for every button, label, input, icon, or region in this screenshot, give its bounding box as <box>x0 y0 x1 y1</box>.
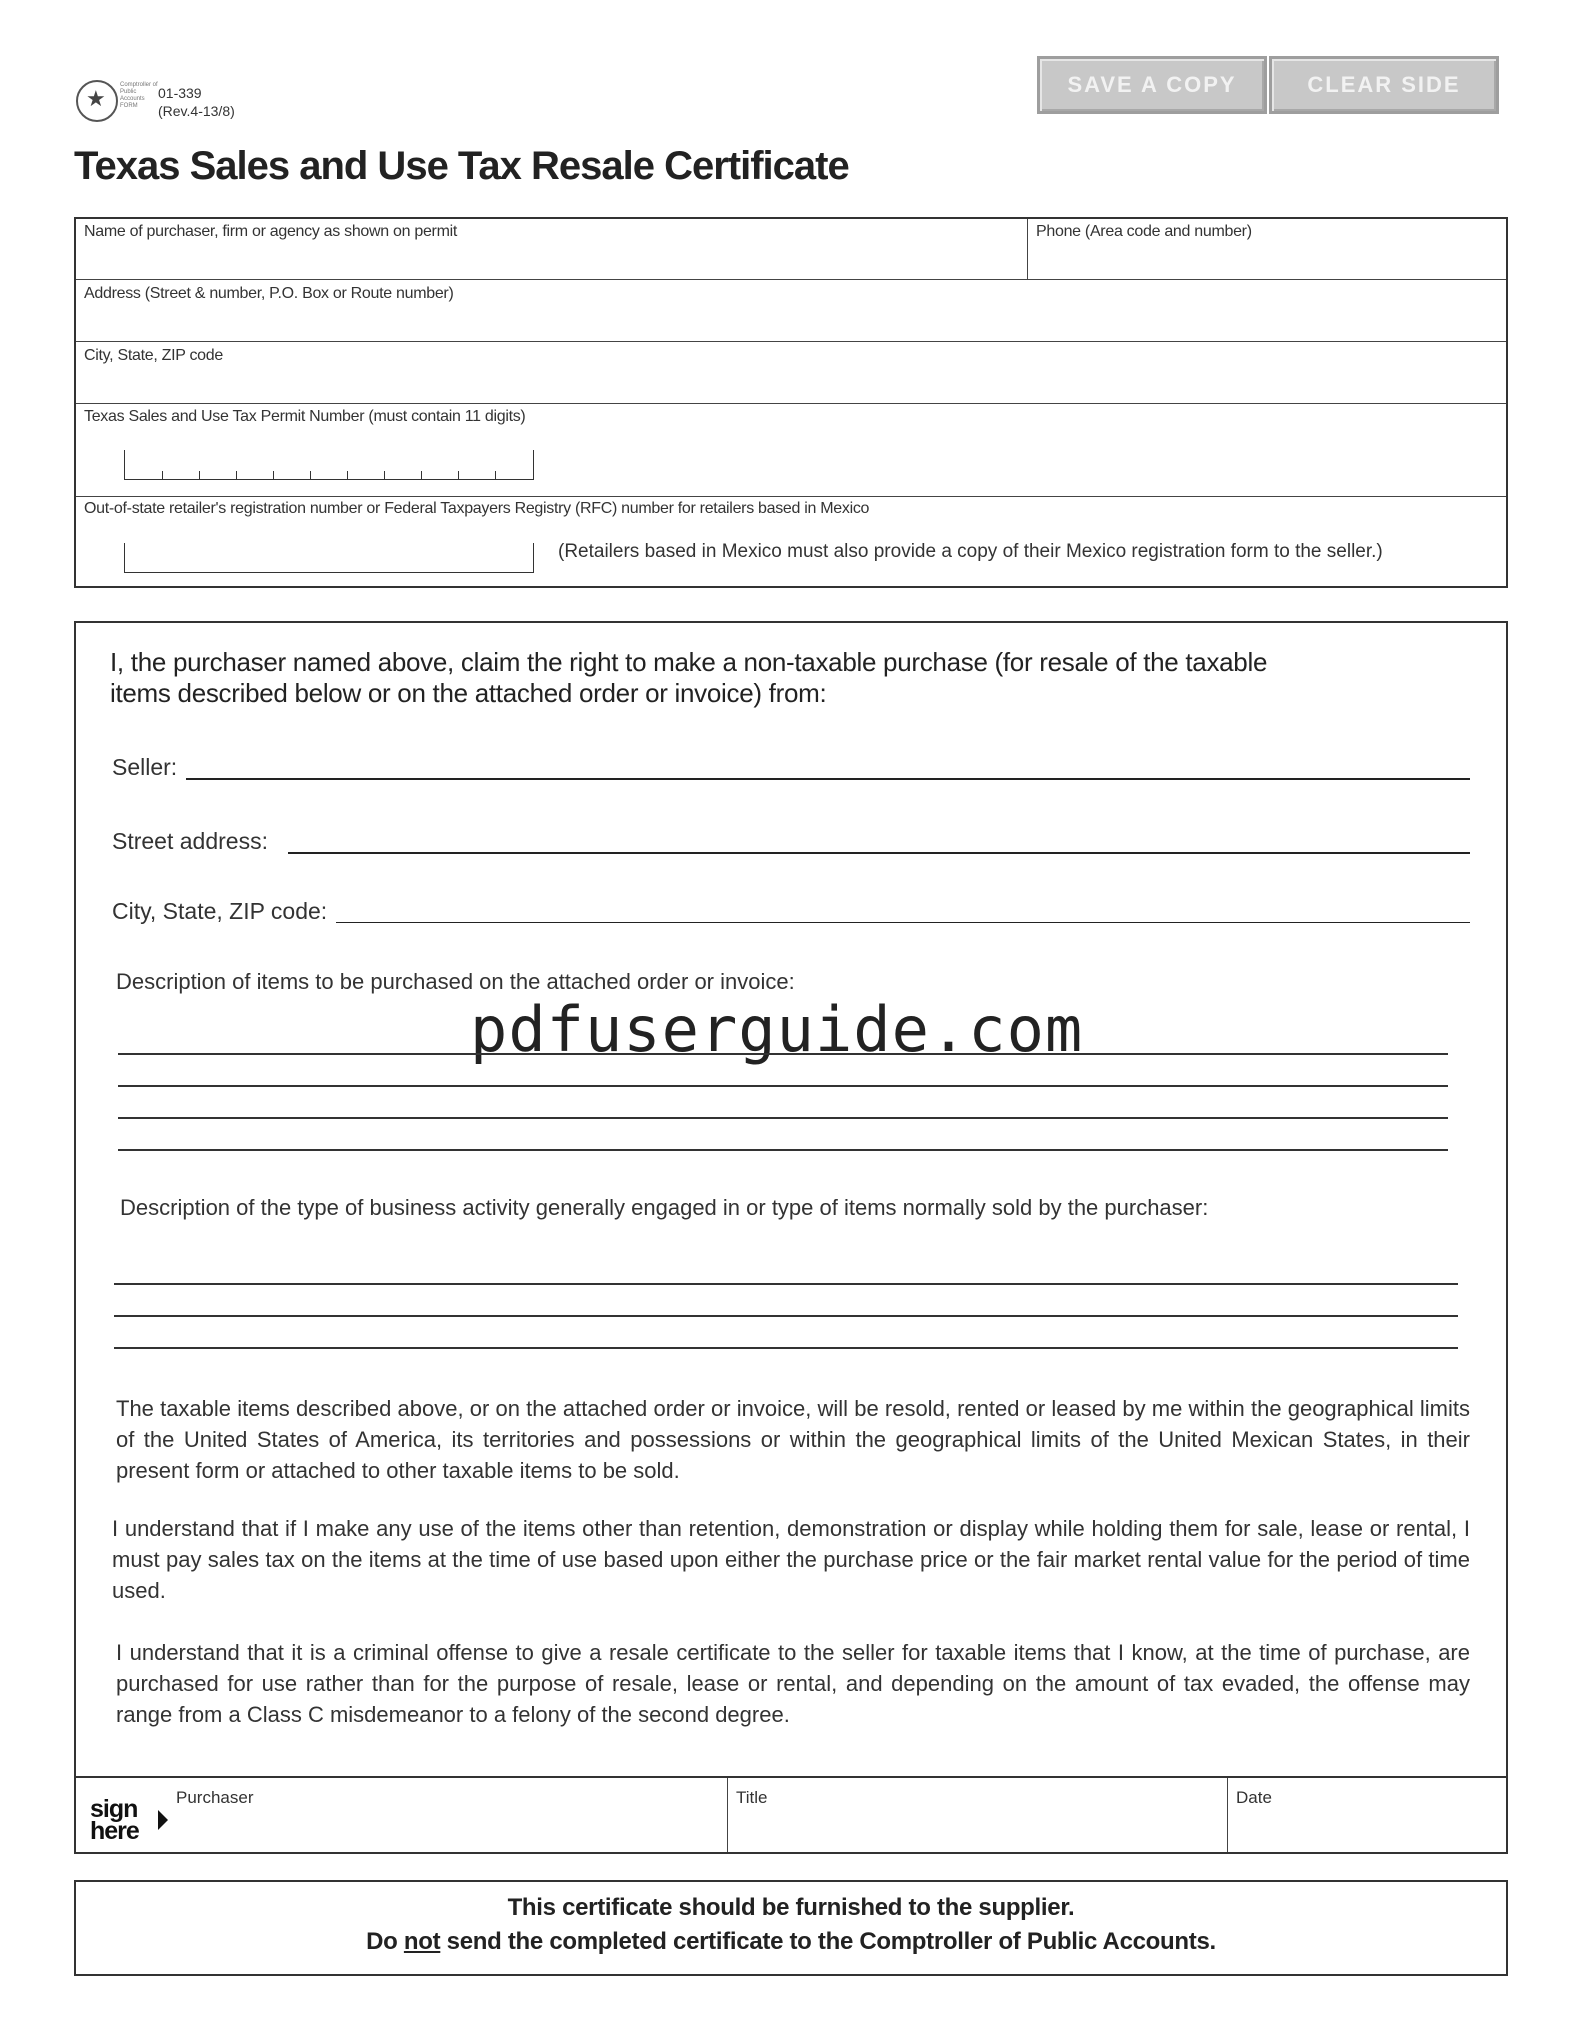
footer-text: Do <box>366 1928 404 1955</box>
claim-intro-line: items described below or on the attached order or invoice) from: <box>110 678 827 708</box>
field-divider <box>1227 1778 1228 1852</box>
permit-number-field[interactable] <box>124 450 534 480</box>
footer-text: send the completed certificate to the Comptroller of Public Accounts. <box>440 1928 1216 1955</box>
sign-word: sign <box>90 1795 138 1823</box>
save-copy-button[interactable]: SAVE A COPY <box>1037 56 1267 114</box>
phone-label: Phone (Area code and number) <box>1036 223 1252 240</box>
clear-side-button[interactable]: CLEAR SIDE <box>1269 56 1499 114</box>
purchaser-signature-label: Purchaser <box>176 1788 254 1807</box>
purchaser-info-box <box>74 217 1508 588</box>
row-divider <box>76 403 1506 404</box>
business-activity-line[interactable] <box>114 1347 1458 1349</box>
seller-field[interactable] <box>186 778 1470 780</box>
comptroller-seal-icon <box>76 80 118 122</box>
watermark: pdfuserguide.com <box>470 993 1084 1066</box>
items-description-line[interactable] <box>118 1085 1448 1087</box>
out-of-state-label: Out-of-state retailer's registration number or Federal Taxpayers Registry (RFC) number for retailers based in Mexico <box>84 500 870 517</box>
resale-claim-box <box>74 621 1508 1854</box>
form-revision: (Rev.4-13/8) <box>158 103 235 119</box>
footer-line-2 <box>76 1928 1506 1956</box>
address-field[interactable] <box>84 307 1498 337</box>
use-tax-paragraph: I understand that if I make any use of the items other than retention, demonstration or display while holding them for sale, lease or rental, I must pay sales tax on the items at the time of use based upon either the purchase price or the fair market rental value for the period of time used. <box>112 1516 1470 1603</box>
items-description-label: Description of items to be purchased on the attached order or invoice: <box>116 969 795 994</box>
footer-line-1: This certificate should be furnished to the supplier. <box>507 1894 1075 1921</box>
here-word: here <box>90 1817 139 1845</box>
signature-row <box>76 1776 1506 1852</box>
title-field[interactable] <box>736 1810 1216 1848</box>
permit-number-label: Texas Sales and Use Tax Permit Number (must contain 11 digits) <box>84 408 526 425</box>
title-label: Title <box>736 1788 768 1807</box>
seller-city-label: City, State, ZIP code: <box>112 898 328 924</box>
street-address-label: Street address: <box>112 828 268 854</box>
claim-intro-line: I, the purchaser named above, claim the right to make a non-taxable purchase (for resale of the taxable <box>110 647 1268 677</box>
form-number: 01-339 <box>158 85 202 101</box>
purchaser-signature-field[interactable] <box>176 1810 716 1848</box>
registration-number-field[interactable] <box>124 543 534 573</box>
street-address-field[interactable] <box>288 852 1470 854</box>
seal-caption: Comptroller of Public Accounts FORM <box>120 82 158 109</box>
field-divider <box>1027 219 1028 279</box>
date-field[interactable] <box>1236 1810 1496 1848</box>
claim-intro <box>110 647 1410 709</box>
page-title: Texas Sales and Use Tax Resale Certificate <box>74 144 849 188</box>
footer-notice <box>74 1880 1508 1976</box>
seller-city-field[interactable] <box>336 922 1470 923</box>
arrow-right-icon <box>158 1810 168 1830</box>
date-label: Date <box>1236 1788 1272 1807</box>
business-activity-line[interactable] <box>114 1315 1458 1317</box>
city-state-zip-label: City, State, ZIP code <box>84 347 223 364</box>
items-description-line[interactable] <box>118 1053 1448 1055</box>
city-state-zip-field[interactable] <box>84 369 1498 399</box>
items-description-line[interactable] <box>118 1149 1448 1151</box>
purchaser-name-field[interactable] <box>84 245 1018 275</box>
out-of-state-row <box>76 496 1506 586</box>
footer-emphasis: not <box>403 1928 441 1955</box>
row-divider <box>76 279 1506 280</box>
seller-label: Seller: <box>112 754 178 780</box>
business-activity-label: Description of the type of business activity generally engaged in or type of items normally sold by the purchaser: <box>120 1195 1209 1220</box>
criminal-offense-paragraph: I understand that it is a criminal offense to give a resale certificate to the seller for taxable items that I know, at the time of purchase, are purchased for use rather than for the purpose of resale, lease or rental, and depending on the amount of tax evaded, the offense may range from a Class C misdemeanor to a felony of the second degree. <box>116 1640 1470 1727</box>
form-id <box>158 84 235 120</box>
business-activity-line[interactable] <box>114 1283 1458 1285</box>
address-label: Address (Street & number, P.O. Box or Route number) <box>84 285 454 302</box>
purchaser-name-label: Name of purchaser, firm or agency as shown on permit <box>84 223 458 240</box>
sign-here-marker <box>90 1795 139 1845</box>
phone-field[interactable] <box>1036 245 1500 275</box>
items-description-line[interactable] <box>118 1117 1448 1119</box>
field-divider <box>727 1778 728 1852</box>
row-divider <box>76 341 1506 342</box>
resale-statement-paragraph: The taxable items described above, or on the attached order or invoice, will be resold, rented or leased by me within the geographical limits of the United States of America, its territories and possessions or within the geographical limits of the United Mexican States, in their present form or attached to other taxable items to be sold. <box>116 1396 1470 1483</box>
mexico-note: (Retailers based in Mexico must also provide a copy of their Mexico registration form to the seller.) <box>558 541 1383 562</box>
